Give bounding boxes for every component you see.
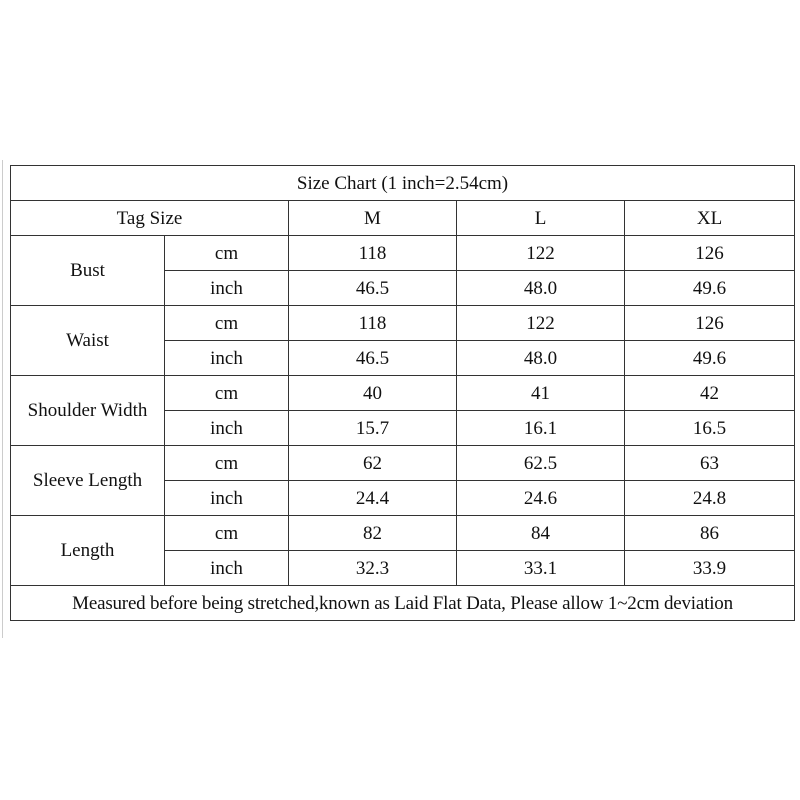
unit-label: inch	[165, 341, 289, 376]
table-cell: 122	[457, 236, 625, 271]
unit-label: cm	[165, 306, 289, 341]
table-cell: 48.0	[457, 341, 625, 376]
unit-label: inch	[165, 411, 289, 446]
table-cell: 15.7	[289, 411, 457, 446]
size-header-xl: XL	[625, 201, 795, 236]
unit-label: cm	[165, 446, 289, 481]
measure-name-sleeve-length: Sleeve Length	[11, 446, 165, 516]
measure-name-length: Length	[11, 516, 165, 586]
table-cell: 24.4	[289, 481, 457, 516]
table-cell: 40	[289, 376, 457, 411]
table-cell: 49.6	[625, 271, 795, 306]
table-cell: 32.3	[289, 551, 457, 586]
table-cell: 84	[457, 516, 625, 551]
table-cell: 33.9	[625, 551, 795, 586]
table-cell: 62	[289, 446, 457, 481]
table-cell: 46.5	[289, 341, 457, 376]
table-cell: 118	[289, 236, 457, 271]
size-chart-container	[10, 165, 794, 621]
table-cell: 86	[625, 516, 795, 551]
table-cell: 16.1	[457, 411, 625, 446]
table-cell: 82	[289, 516, 457, 551]
table-cell: 42	[625, 376, 795, 411]
table-row	[11, 446, 795, 481]
page-edge-line	[2, 160, 3, 638]
chart-title: Size Chart (1 inch=2.54cm)	[11, 166, 795, 201]
table-cell: 48.0	[457, 271, 625, 306]
table-cell: 63	[625, 446, 795, 481]
note-row	[11, 586, 795, 621]
measure-name-bust: Bust	[11, 236, 165, 306]
unit-label: inch	[165, 481, 289, 516]
measure-name-shoulder-width: Shoulder Width	[11, 376, 165, 446]
size-header-l: L	[457, 201, 625, 236]
table-cell: 122	[457, 306, 625, 341]
size-chart-table	[10, 165, 795, 621]
unit-label: cm	[165, 376, 289, 411]
table-row	[11, 516, 795, 551]
table-cell: 24.6	[457, 481, 625, 516]
measure-name-waist: Waist	[11, 306, 165, 376]
unit-label: inch	[165, 271, 289, 306]
table-cell: 126	[625, 306, 795, 341]
table-cell: 46.5	[289, 271, 457, 306]
header-row	[11, 201, 795, 236]
table-cell: 41	[457, 376, 625, 411]
table-cell: 126	[625, 236, 795, 271]
table-cell: 62.5	[457, 446, 625, 481]
title-row	[11, 166, 795, 201]
unit-label: inch	[165, 551, 289, 586]
table-row	[11, 306, 795, 341]
unit-label: cm	[165, 236, 289, 271]
table-cell: 49.6	[625, 341, 795, 376]
table-row	[11, 376, 795, 411]
table-cell: 24.8	[625, 481, 795, 516]
unit-label: cm	[165, 516, 289, 551]
measurement-note: Measured before being stretched,known as Laid Flat Data, Please allow 1~2cm deviation	[11, 586, 795, 621]
table-cell: 118	[289, 306, 457, 341]
tag-size-header: Tag Size	[11, 201, 289, 236]
size-header-m: M	[289, 201, 457, 236]
table-cell: 16.5	[625, 411, 795, 446]
table-row	[11, 236, 795, 271]
table-cell: 33.1	[457, 551, 625, 586]
